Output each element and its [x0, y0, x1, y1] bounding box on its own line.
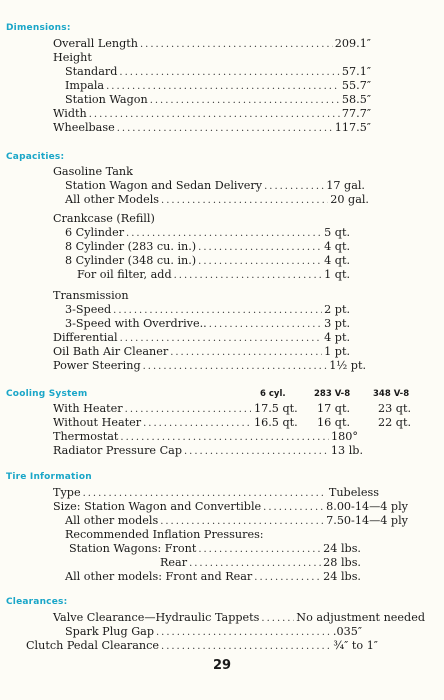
oil-filter-row [77, 268, 350, 283]
leader-dots [184, 445, 329, 459]
leader-dots [198, 543, 321, 557]
leader-dots [113, 304, 322, 318]
thermostat-row [53, 430, 358, 445]
leader-dots [125, 403, 251, 417]
leader-dots [120, 332, 322, 346]
with-heater-348: 23 qt. [378, 402, 412, 415]
six-cyl-row [65, 226, 350, 241]
row-label: Station Wagons: Front [69, 542, 197, 555]
row-label: 3-Speed with Overdrive.. [65, 317, 207, 330]
three-speed-od-row [65, 317, 350, 332]
overall-length-row [53, 37, 371, 52]
row-value: 17 gal. [326, 179, 365, 192]
leader-dots [198, 241, 322, 255]
without-heater-348: 22 qt. [378, 416, 412, 429]
row-value: 24 lbs. [323, 570, 361, 583]
row-value: 3 pt. [324, 317, 350, 330]
row-label: Differential [53, 331, 118, 344]
row-label: 6 Cylinder [65, 226, 125, 239]
leader-dots [161, 640, 331, 654]
row-label: Radiator Pressure Cap [53, 444, 182, 457]
row-label: Size: Station Wagon and Convertible [53, 500, 262, 513]
tire-size-other-row [65, 514, 408, 529]
leader-dots [156, 626, 331, 640]
leader-dots [106, 80, 340, 94]
leader-dots [119, 66, 340, 80]
row-label: Power Steering [53, 359, 141, 372]
row-label: 8 Cylinder (283 cu. in.) [65, 240, 197, 253]
row-label: Wheelbase [53, 121, 115, 134]
clutch-pedal-row [26, 639, 378, 654]
leader-dots [170, 346, 322, 360]
height-impala-row [65, 79, 371, 94]
leader-dots [174, 269, 322, 283]
with-heater-283: 17 qt. [317, 402, 351, 415]
row-label: For oil filter, add [77, 268, 172, 281]
row-label: All other models [65, 514, 159, 527]
row-label: Station Wagon [65, 93, 148, 106]
row-label: Clutch Pedal Clearance [26, 639, 160, 652]
row-value: Tubeless [328, 486, 379, 499]
row-value: 2 pt. [324, 303, 350, 316]
without-heater-6cyl: 16.5 qt. [254, 416, 298, 429]
height-station-wagon-row [65, 93, 371, 108]
row-label: Rear [160, 556, 188, 569]
row-value: 5 qt. [324, 226, 350, 239]
row-value: 117.5″ [334, 121, 371, 134]
row-value: 77.7″ [341, 107, 371, 120]
row-label: Without Heater [53, 416, 142, 429]
leader-dots [261, 612, 294, 626]
wheelbase-row [53, 121, 371, 136]
row-value: 1 pt. [324, 345, 350, 358]
row-value: 4 pt. [324, 331, 350, 344]
row-label: Station Wagon and Sedan Delivery [65, 179, 263, 192]
width-row [53, 107, 371, 122]
row-value: 4 qt. [324, 254, 350, 267]
with-heater-label-row [53, 402, 253, 417]
crankcase-label: Crankcase (Refill) [53, 212, 155, 225]
row-value: 57.1″ [341, 65, 371, 78]
tire-heading: Tire Information [6, 472, 92, 482]
row-value: 1½ pt. [329, 359, 366, 372]
row-label: All other Models [65, 193, 160, 206]
leader-dots [254, 571, 321, 585]
tire-type-row [53, 486, 379, 501]
row-label: Type [53, 486, 81, 499]
row-label: 8 Cylinder (348 cu. in.) [65, 254, 197, 267]
other-front-rear-row [65, 570, 361, 585]
leader-dots [150, 94, 340, 108]
gas-wagon-row [65, 179, 365, 194]
without-heater-283: 16 qt. [317, 416, 351, 429]
transmission-label: Transmission [53, 289, 129, 302]
capacities-heading: Capacities: [6, 152, 65, 162]
dimensions-heading: Dimensions: [6, 23, 71, 33]
wagon-rear-row [160, 556, 361, 571]
row-value: 180° [331, 430, 358, 443]
leader-dots [189, 557, 321, 571]
eight-348-row [65, 254, 350, 269]
leader-dots [83, 487, 327, 501]
row-value: ¾″ to 1″ [333, 639, 378, 652]
cooling-heading: Cooling System [6, 389, 88, 399]
oil-bath-row [53, 345, 350, 360]
height-standard-row [65, 65, 371, 80]
leader-dots [126, 227, 322, 241]
leader-dots [143, 417, 251, 431]
row-label: Valve Clearance—Hydraulic Tappets [53, 611, 260, 624]
clearances-heading: Clearances: [6, 597, 68, 607]
row-value: 28 lbs. [323, 556, 361, 569]
row-value: 1 qt. [324, 268, 350, 281]
radiator-cap-row [53, 444, 363, 459]
row-label: Spark Plug Gap [65, 625, 154, 638]
row-value: 8.00-14—4 ply [326, 500, 408, 513]
eight-283-row [65, 240, 350, 255]
col-348: 348 V-8 [373, 389, 410, 399]
row-label: With Heater [53, 402, 123, 415]
col-283: 283 V-8 [314, 389, 351, 399]
leader-dots [140, 38, 333, 52]
height-label: Height [53, 51, 92, 64]
row-value: 20 gal. [330, 193, 369, 206]
leader-dots [263, 501, 324, 515]
gasoline-tank-label: Gasoline Tank [53, 165, 133, 178]
leader-dots [198, 255, 322, 269]
col-6cyl: 6 cyl. [260, 389, 286, 399]
without-heater-label-row [53, 416, 253, 431]
row-value: 24 lbs. [323, 542, 361, 555]
leader-dots [264, 180, 324, 194]
row-value: 4 qt. [324, 240, 350, 253]
inflation-label: Recommended Inflation Pressures: [65, 528, 264, 541]
leader-dots [160, 515, 324, 529]
row-label: Width [53, 107, 87, 120]
row-value: 7.50-14—4 ply [326, 514, 408, 527]
gas-other-row [65, 193, 369, 208]
row-value: No adjustment needed [296, 611, 425, 624]
leader-dots [117, 122, 333, 136]
row-label: All other models: Front and Rear [65, 570, 253, 583]
wagon-front-row [69, 542, 361, 557]
with-heater-6cyl: 17.5 qt. [254, 402, 298, 415]
leader-dots [143, 360, 328, 374]
row-value: 13 lb. [330, 444, 363, 457]
row-label: Standard [65, 65, 118, 78]
row-value: 209.1″ [334, 37, 371, 50]
row-value: 58.5″ [341, 93, 371, 106]
row-label: Oil Bath Air Cleaner [53, 345, 169, 358]
row-label: 3-Speed [65, 303, 112, 316]
row-value: 55.7″ [341, 79, 371, 92]
leader-dots [89, 108, 340, 122]
leader-dots [161, 194, 328, 208]
row-value: .035″ [332, 625, 362, 638]
power-steering-row [53, 359, 366, 374]
row-label: Overall Length [53, 37, 138, 50]
leader-dots [120, 431, 329, 445]
three-speed-row [65, 303, 350, 318]
spark-plug-row [65, 625, 362, 640]
row-label: Thermostat [53, 430, 119, 443]
differential-row [53, 331, 350, 346]
leader-dots [209, 318, 322, 332]
valve-clearance-row [53, 611, 425, 626]
row-label: Impala [65, 79, 105, 92]
page-number: 29 [212, 658, 232, 673]
tire-size-wagon-row [53, 500, 408, 515]
